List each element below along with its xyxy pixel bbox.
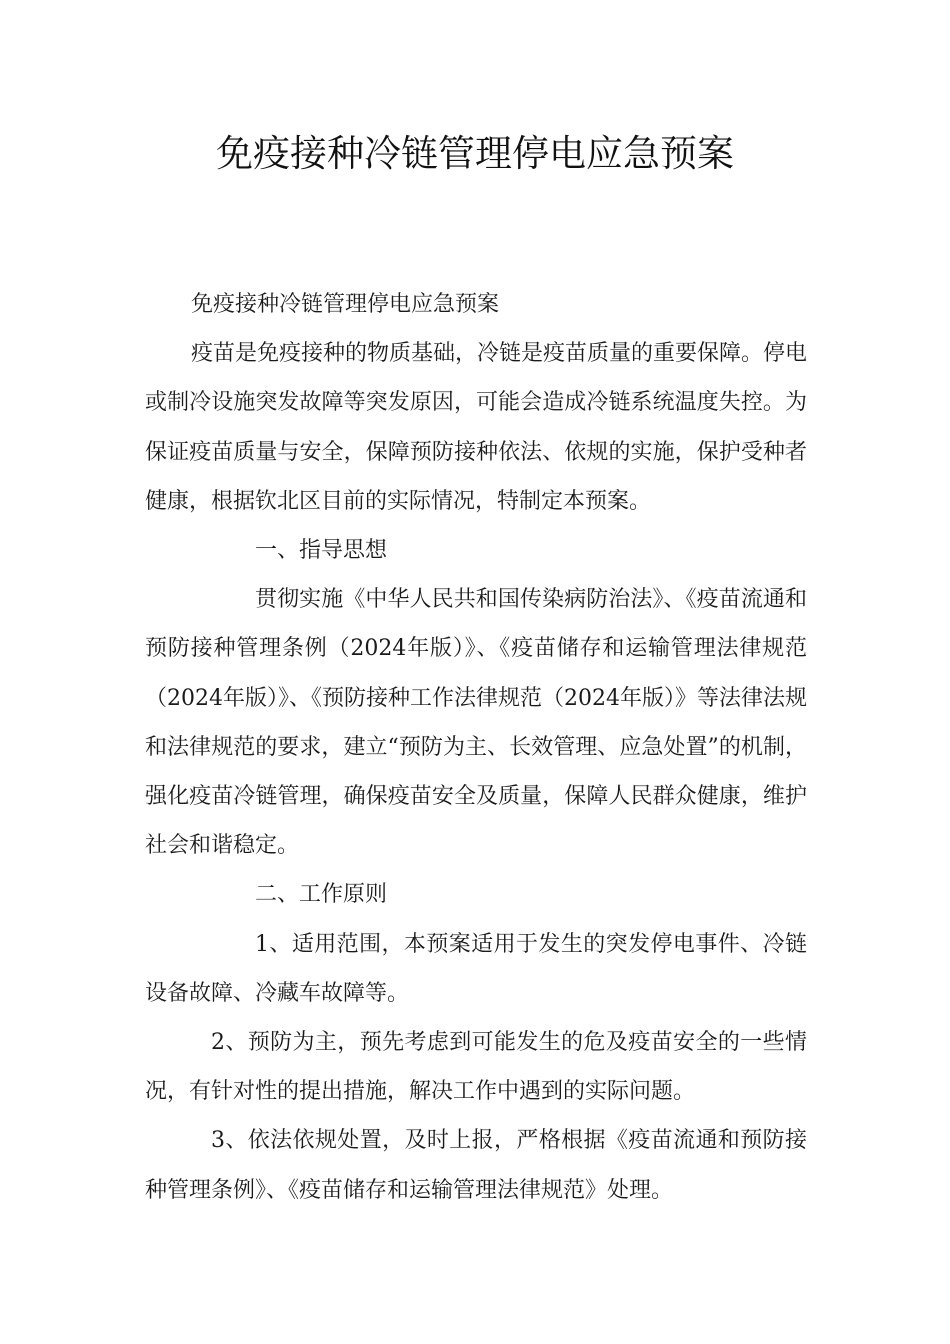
section-heading-guiding-principle: 一、指导思想 xyxy=(255,538,388,564)
principle-item-2: 2、预防为主，预先考虑到可能发生的危及疫苗安全的一些情况，有针对性的提出措施，解决工作中遇到的实际问题。 xyxy=(145,1030,807,1105)
body-heading: 免疫接种冷链管理停电应急预案 xyxy=(191,292,500,317)
principle-item-1: 1、适用范围，本预案适用于发生的突发停电事件、冷链设备故障、冷藏车故障等。 xyxy=(145,931,807,1006)
guiding-principle-paragraph: 贯彻实施《中华人民共和国传染病防治法》、《疫苗流通和预防接种管理条例（2024年版）》、《疫苗储存和运输管理法律规范（2024年版）》、《预防接种工作法律规范（2024年版）》等法律法规和法律规范的要求，建立“预防为主、长效管理、应急处置”的机制，强化疫苗冷链管理，确保疫苗安全及质量，保障人民群众健康，维护社会和谐稳定。 xyxy=(145,587,807,859)
document-title: 免疫接种冷链管理停电应急预案 xyxy=(216,132,734,175)
document-body xyxy=(145,280,807,1215)
section-heading-work-principles: 二、工作原则 xyxy=(255,882,388,908)
principle-item-3: 3、依法依规处置，及时上报，严格根据《疫苗流通和预防接种管理条例》、《疫苗储存和运输管理法律规范》处理。 xyxy=(145,1128,807,1203)
intro-paragraph: 疫苗是免疫接种的物质基础，冷链是疫苗质量的重要保障。停电或制冷设施突发故障等突发原因，可能会造成冷链系统温度失控。为保证疫苗质量与安全，保障预防接种依法、依规的实施，保护受种者健康，根据钦北区目前的实际情况，特制定本预案。 xyxy=(145,341,808,514)
